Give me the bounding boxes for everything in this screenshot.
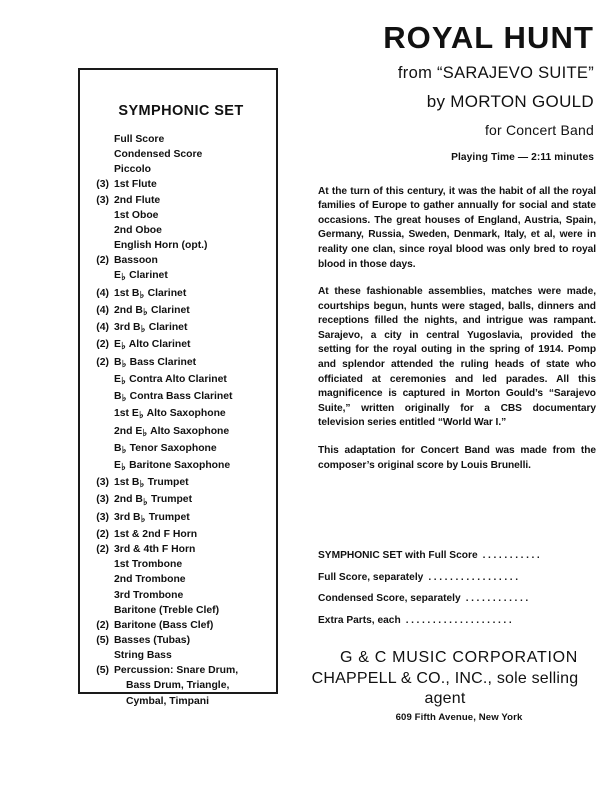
instrument-name: Percussion: Snare Drum, bbox=[114, 665, 239, 677]
flat-symbol-icon: ♭ bbox=[142, 427, 148, 439]
instrument-row bbox=[80, 648, 276, 663]
publisher-address: 609 Fifth Avenue, New York bbox=[395, 712, 523, 723]
instrument-row bbox=[80, 510, 276, 527]
price-row bbox=[318, 545, 594, 567]
program-note-paragraph: At these fashionable assemblies, matches were made, courtships begun, hunts were staged, balls, dinners and receptions filled the nights, and intrigue was rampant. Sarajevo, a city in central Yugoslavia, provided the setting for the royal outing in the spring of 1914. Pomp and splendor attended the ruling heads of state who officiated at ceremonies and led parades. All this magnificence is captured in Morton Gould’s “Sarajevo Suite,” written originally for a CBS documentary television series entitled “World War I.” bbox=[318, 286, 596, 429]
instrument-name: E♭ Baritone Saxophone bbox=[114, 459, 231, 474]
instrumentation-box bbox=[78, 68, 278, 707]
instrument-quantity: (4) bbox=[96, 304, 109, 316]
instrument-name: String Bass bbox=[114, 650, 172, 662]
ensemble-label: for Concert Band bbox=[484, 121, 594, 138]
instrument-quantity: (5) bbox=[96, 635, 109, 647]
instrument-row bbox=[80, 678, 276, 693]
instrument-quantity: (4) bbox=[96, 322, 109, 334]
instrument-row bbox=[80, 320, 276, 337]
instrument-name: 1st & 2nd F Horn bbox=[114, 528, 198, 540]
instrument-name: E♭ Contra Alto Clarinet bbox=[114, 373, 227, 387]
instrument-row bbox=[80, 389, 276, 406]
instrument-quantity: (3) bbox=[96, 494, 109, 506]
instrument-quantity: (2) bbox=[96, 255, 109, 267]
selling-agent: CHAPPELL & CO., INC., sole selling agent bbox=[311, 670, 579, 707]
instrument-row bbox=[80, 253, 276, 268]
instrument-name: 3rd Trombone bbox=[114, 589, 184, 601]
instrument-row bbox=[80, 286, 276, 303]
instrument-quantity: (5) bbox=[96, 665, 109, 677]
instrument-row bbox=[80, 441, 276, 458]
instrument-quantity: (3) bbox=[96, 511, 109, 523]
instrument-row bbox=[80, 694, 276, 709]
instrument-name: Baritone (Treble Clef) bbox=[114, 604, 220, 616]
playing-time-label: Playing Time — 2:11 minutes bbox=[451, 151, 594, 163]
instrument-name: Cymbal, Timpani bbox=[126, 695, 209, 707]
instrument-row bbox=[80, 424, 276, 441]
instrument-row bbox=[80, 355, 276, 372]
instrument-row bbox=[80, 588, 276, 603]
instrument-name: 2nd Flute bbox=[114, 194, 161, 206]
price-row bbox=[318, 588, 594, 610]
instrument-row bbox=[80, 337, 276, 354]
instrument-row bbox=[80, 527, 276, 542]
flat-symbol-icon: ♭ bbox=[139, 479, 145, 491]
instrument-row bbox=[80, 663, 276, 678]
composer-credit: by MORTON GOULD bbox=[426, 91, 594, 111]
price-dot-leader: ................. bbox=[428, 571, 521, 583]
instrument-name: E♭ Clarinet bbox=[114, 270, 168, 284]
instrument-row bbox=[80, 223, 276, 238]
instrument-name: Baritone (Bass Clef) bbox=[114, 619, 214, 631]
instrument-name: Basses (Tubas) bbox=[114, 635, 191, 647]
instrument-name: 3rd B♭ Trumpet bbox=[114, 511, 190, 525]
program-note-paragraph: At the turn of this century, it was the habit of all the royal families of Europe to gather annually for social and state occasions. The great houses of England, Austria, Spain, Germany, Russia, Sweden, Denmark, Italy, et al, were in reality one clan, since royal blood was only bred to royal blood in those days. bbox=[318, 185, 596, 270]
instrument-name: Condensed Score bbox=[114, 149, 203, 161]
publisher-name: G & C MUSIC CORPORATION bbox=[339, 649, 579, 666]
publisher-block bbox=[311, 648, 600, 723]
instrument-name: 1st Flute bbox=[114, 179, 157, 191]
instrument-name: B♭ Bass Clarinet bbox=[114, 356, 197, 370]
instrument-name: English Horn (opt.) bbox=[114, 240, 208, 252]
program-notes bbox=[318, 185, 600, 474]
price-dot-leader: ........... bbox=[482, 550, 543, 561]
instrument-name: 1st E♭ Alto Saxophone bbox=[114, 408, 226, 422]
instrument-quantity: (2) bbox=[96, 528, 109, 540]
price-item-label: Extra Parts, each bbox=[318, 614, 401, 626]
flat-symbol-icon: ♭ bbox=[140, 324, 146, 336]
instrument-row bbox=[80, 633, 276, 648]
flat-symbol-icon: ♭ bbox=[121, 444, 127, 456]
price-item-label: Full Score, separately bbox=[318, 571, 424, 583]
instrument-name: Piccolo bbox=[114, 164, 151, 176]
price-item-label: Condensed Score, separately bbox=[318, 593, 461, 604]
instrument-name: 1st Oboe bbox=[114, 209, 159, 221]
instrument-name: 2nd Oboe bbox=[114, 224, 162, 236]
instrument-row bbox=[80, 557, 276, 572]
flat-symbol-icon: ♭ bbox=[121, 272, 126, 284]
instrument-name: E♭ Alto Clarinet bbox=[114, 339, 191, 353]
instrument-row bbox=[80, 303, 276, 320]
instrument-name: 3rd B♭ Clarinet bbox=[114, 322, 188, 336]
instrument-row bbox=[80, 238, 276, 253]
instrument-quantity: (3) bbox=[96, 194, 109, 206]
price-row bbox=[318, 567, 594, 589]
flat-symbol-icon: ♭ bbox=[140, 513, 146, 525]
price-row bbox=[318, 610, 594, 632]
instrument-name: 1st B♭ Clarinet bbox=[114, 287, 187, 301]
instrument-name: B♭ Tenor Saxophone bbox=[114, 442, 217, 456]
instrument-name: Bass Drum, Triangle, bbox=[126, 680, 230, 692]
instrument-row bbox=[80, 603, 276, 618]
instrument-row bbox=[80, 618, 276, 633]
source-work-subtitle: from “SARAJEVO SUITE” bbox=[397, 63, 594, 82]
instrument-name: 2nd Trombone bbox=[114, 574, 186, 586]
instrument-name: 1st B♭ Trumpet bbox=[114, 477, 189, 491]
instrument-name: 2nd B♭ Trumpet bbox=[114, 494, 193, 508]
program-note-paragraph: This adaptation for Concert Band was made from the composer’s original score by Louis Brunelli. bbox=[318, 445, 596, 471]
instrument-name: B♭ Contra Bass Clarinet bbox=[114, 391, 233, 405]
instrument-row bbox=[80, 147, 276, 162]
instrument-quantity: (2) bbox=[96, 544, 109, 556]
instrument-row bbox=[80, 268, 276, 285]
instrument-quantity: (2) bbox=[96, 619, 109, 631]
instrument-row bbox=[80, 372, 276, 389]
instrumentation-heading: SYMPHONIC SET bbox=[118, 103, 244, 119]
instrument-name: Full Score bbox=[114, 134, 165, 145]
price-dot-leader: ............ bbox=[465, 593, 531, 604]
instrument-quantity: (2) bbox=[96, 339, 109, 351]
flat-symbol-icon: ♭ bbox=[143, 306, 148, 318]
price-dot-leader: .................... bbox=[405, 614, 515, 626]
price-item-label: SYMPHONIC SET with Full Score bbox=[318, 550, 478, 561]
instrument-name: 2nd B♭ Clarinet bbox=[114, 304, 190, 318]
page-title: ROYAL HUNT bbox=[383, 20, 594, 55]
instrument-row bbox=[80, 208, 276, 223]
flat-symbol-icon: ♭ bbox=[139, 410, 144, 422]
instrument-name: 2nd E♭ Alto Saxophone bbox=[114, 425, 230, 439]
instrument-row bbox=[80, 132, 276, 147]
right-column bbox=[311, 0, 600, 800]
instrument-row bbox=[80, 458, 276, 475]
instrument-row bbox=[80, 475, 276, 492]
flat-symbol-icon: ♭ bbox=[121, 462, 126, 474]
instrument-row bbox=[80, 193, 276, 208]
flat-symbol-icon: ♭ bbox=[139, 289, 145, 301]
instrument-quantity: (4) bbox=[96, 287, 109, 299]
flat-symbol-icon: ♭ bbox=[121, 375, 126, 387]
instrument-quantity: (3) bbox=[96, 179, 109, 191]
flat-symbol-icon: ♭ bbox=[121, 393, 127, 405]
instrument-row bbox=[80, 542, 276, 557]
flat-symbol-icon: ♭ bbox=[143, 496, 148, 508]
flat-symbol-icon: ♭ bbox=[121, 358, 127, 370]
instrument-row bbox=[80, 162, 276, 177]
instrument-list bbox=[80, 132, 276, 709]
instrument-quantity: (2) bbox=[96, 356, 109, 368]
instrument-row bbox=[80, 492, 276, 509]
instrument-name: Bassoon bbox=[114, 255, 158, 267]
instrument-quantity: (3) bbox=[96, 477, 109, 489]
instrument-name: 3rd & 4th F Horn bbox=[114, 544, 196, 556]
flat-symbol-icon: ♭ bbox=[121, 341, 126, 353]
instrument-row bbox=[80, 177, 276, 192]
price-list bbox=[318, 545, 594, 631]
title-block bbox=[318, 0, 600, 163]
instrument-name: 1st Trombone bbox=[114, 559, 183, 571]
instrument-row bbox=[80, 572, 276, 587]
instrument-row bbox=[80, 406, 276, 423]
